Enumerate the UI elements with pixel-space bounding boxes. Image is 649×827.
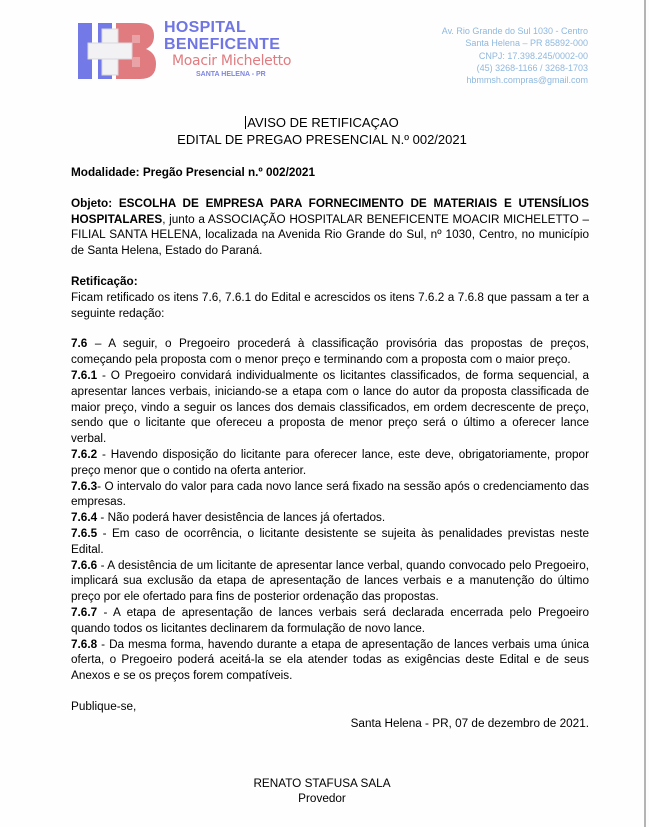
logo-text	[164, 19, 324, 79]
contact-cnpj: CNPJ: 17.398.245/0002-00	[478, 50, 588, 61]
retificacao-text: Ficam retificado os itens 7.6, 7.6.1 do Edital e acrescidos os itens 7.6.2 a 7.6.8 que passam a ter a seguinte redação:	[71, 290, 589, 320]
objeto-label: Objeto:	[71, 196, 113, 210]
logo-title-line2: BENEFICENTE	[164, 36, 281, 53]
list-item	[71, 368, 589, 447]
item-text: - O Pregoeiro convidará individualmente os licitantes classificados, de forma sequencial, a apresentar lances verbais, iniciando-se a etapa com o lance do autor da proposta classificada de maior preço, vindo a seguir os lances dos demais classificados, em ordem decrescente de preço, sendo que o licitante que ofereceu a proposta de menor preço será o último a oferecer lance verbal.	[71, 368, 589, 446]
place-date: Santa Helena - PR, 07 de dezembro de 2021.	[350, 716, 589, 730]
contact-phone: (45) 3268-1166 / 3268-1703	[476, 62, 588, 73]
logo-title	[164, 19, 324, 53]
item-text: - Em caso de ocorrência, o licitante desistente se sujeita às penalidades previstas neste Edital.	[71, 526, 589, 556]
item-text: - A desistência de um licitante de apresentar lance verbal, quando convocado pelo Pregoeiro, implicará sua exclusão da etapa de apresentação de lances verbais e a manutenção do último preço por ele ofertado para fins de posterior ordenação das propostas.	[71, 558, 589, 604]
item-text: - Da mesma forma, havendo durante a etapa de apresentação de lances verbais uma única oferta, o Pregoeiro poderá aceitá-la se ela atender todas as exigências deste Edital e de seus Anexos e se os preços forem compatíveis.	[71, 637, 589, 683]
list-item	[71, 605, 589, 637]
item-number: 7.6.4	[71, 511, 98, 525]
list-item	[71, 447, 589, 479]
objeto-bold: ESCOLHA DE EMPRESA PARA FORNECIMENTO DE MATERIAIS E UTENSÍLIOS HOSPITALARES	[71, 196, 589, 226]
hospital-logo	[76, 17, 326, 91]
retificacao-label: Retificação:	[71, 274, 138, 288]
letterhead	[0, 0, 644, 100]
hb-cross-logo-icon	[76, 19, 158, 81]
item-text: - A etapa de apresentação de lances verbais será declarada encerrada pelo Pregoeiro quando todos os licitantes declinarem da formulação de novo lance.	[71, 605, 589, 635]
modalidade-line	[71, 165, 589, 181]
signer-role: Provedor	[298, 792, 346, 805]
item-text: - Não poderá haver desistência de lances já ofertados.	[97, 511, 386, 525]
item-number: 7.6.1	[71, 368, 98, 382]
objeto-paragraph	[71, 196, 589, 259]
objeto-text: , junto a ASSOCIAÇÃO HOSPITALAR BENEFICENTE MOACIR MICHELETTO – FILIAL SANTA HELENA, localizada na Avenida Rio Grande do Sul, nº 1030, Centro, no município de Santa Helena, Estado do Paraná.	[71, 212, 589, 258]
signer-name: RENATO STAFUSA SALA	[253, 776, 391, 790]
document-subtitle: EDITAL DE PREGAO PRESENCIAL N.º 002/2021	[177, 132, 467, 147]
retificacao-section	[71, 274, 589, 321]
item-number: 7.6.6	[71, 558, 98, 572]
list-item	[71, 558, 589, 605]
logo-title-line1: HOSPITAL	[164, 19, 247, 36]
contact-address: Av. Rio Grande do Sul 1030 - Centro	[441, 26, 588, 36]
list-item	[71, 479, 589, 511]
contact-email: hbmmsh.compras@gmail.com	[466, 75, 588, 86]
list-item	[71, 526, 589, 558]
modalidade-value: : Pregão Presencial n.º 002/2021	[135, 166, 315, 179]
item-number: 7.6.3	[71, 479, 98, 493]
modalidade-label: Modalidade	[71, 166, 136, 179]
item-number: 7.6.7	[71, 605, 98, 619]
list-item	[71, 637, 589, 684]
item-text: - O intervalo do valor para cada novo lance será fixado na sessão após o credenciamento das empresas.	[71, 479, 589, 509]
list-item	[71, 336, 589, 368]
item-number: 7.6.8	[71, 637, 98, 651]
logo-subtitle: Moacir Micheletto	[172, 53, 292, 69]
item-text: - Havendo disposição do licitante para oferecer lance, este deve, obrigatoriamente, propor preço menor que o contido na oferta anterior.	[71, 447, 589, 477]
logo-city: SANTA HELENA - PR	[196, 71, 266, 78]
item-number: 7.6.5	[71, 526, 98, 540]
document-body	[71, 100, 589, 827]
item-text: – A seguir, o Pregoeiro procederá à classificação provisória das propostas de preços, começando pela proposta com o menor preço e terminando com a proposta com o maior preço.	[71, 337, 589, 367]
closing-text: Publique-se,	[71, 699, 137, 713]
item-number: 7.6.2	[71, 447, 98, 461]
list-item	[71, 510, 589, 526]
contact-city: Santa Helena – PR 85892-000	[465, 38, 588, 49]
items-list	[71, 336, 589, 684]
document-title	[0, 114, 644, 131]
item-number: 7.6	[71, 337, 88, 351]
title-line1: AVISO DE RETIFICAÇAO	[247, 115, 399, 130]
contact-block	[442, 25, 588, 86]
